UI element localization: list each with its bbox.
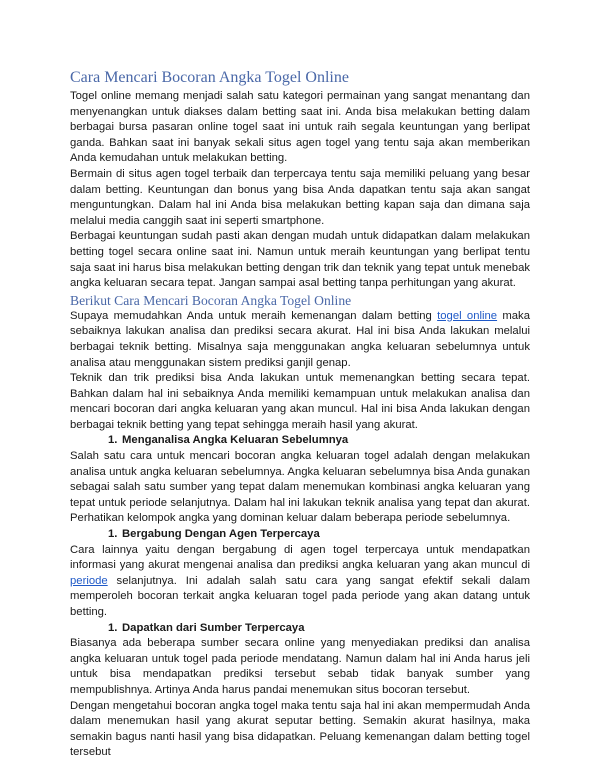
togel-online-link[interactable]: togel online: [437, 309, 498, 322]
periode-link[interactable]: periode: [70, 574, 108, 587]
intro-paragraph-1: Togel online memang menjadi salah satu kategori permainan yang sangat menantang dan menyenangkan untuk diakses dalam betting saat ini. Anda bisa melakukan betting dalam berbagai bursa pasaran online togel saat ini untuk raih segala keuntungan yang berlipat ganda. Bahkan saat ini banyak sekali situs agen togel yang tentu saja akan memberikan Anda kemudahan untuk melakukan betting.: [70, 90, 530, 165]
list-item-3-heading: 1. Dapatkan dari Sumber Terpercaya: [108, 621, 305, 634]
section-heading: Berikut Cara Mencari Bocoran Angka Togel Online: [70, 292, 352, 308]
page-title: Cara Mencari Bocoran Angka Togel Online: [70, 69, 349, 86]
section-paragraph-2: Teknik dan trik prediksi bisa Anda lakukan untuk memenangkan betting secara tepat. Bahkan dalam hal ini sebaiknya Anda memiliki kemampuan untuk melakukan analisa dan mencari bocoran dari angka keluaran yang akan muncul. Hal ini bisa Anda lakukan dengan berbagai teknik betting yang tepat sehingga meraih hasil yang akurat.: [70, 372, 530, 431]
list-item-3-text: Biasanya ada beberapa sumber secara online yang menyediakan prediksi dan analisa angka keluaran untuk togel pada periode mendatang. Namun dalam hal ini Anda harus jeli untuk bisa mendapatkan prediksi tersebut sebab tidak banyak sumber yang mempublishnya. Artinya Anda harus pandai menemukan situs bocoran tersebut.: [70, 637, 530, 696]
list-item-2-heading: 1. Bergabung Dengan Agen Terpercaya: [108, 528, 320, 541]
intro-paragraph-2: Bermain di situs agen togel terbaik dan terpercaya tentu saja memiliki peluang yang besar dalam betting. Keuntungan dan bonus yang bisa Anda dapatkan tentu saja akan sangat menguntungkan. Dalam hal ini Anda bisa melakukan betting kapan saja dan dimana saja melalui media canggih saat ini seperti smartphone.: [70, 167, 530, 227]
closing-paragraph: Dengan mengetahui bocoran angka togel maka tentu saja hal ini akan mempermudah Anda dalam menemukan hasil yang akurat seputar betting. Semakin akurat hasilnya, maka semakin bagus nanti hasil yang bisa didapatkan. Peluang kemenangan dalam betting togel tersebut: [70, 699, 530, 759]
list-item-2-text: Cara lainnya yaitu dengan bergabung di agen togel terpercaya untuk mendapatkan informasi yang akurat mengenai analisa dan prediksi angka keluaran yang akan muncul di periode selanjutnya. Ini adalah salah satu cara yang sangat efektif sekali dalam memperoleh bocoran terkait angka keluaran togel pada periode yang akan datang untuk betting.: [70, 543, 530, 618]
intro-paragraph-3: Berbagai keuntungan sudah pasti akan dengan mudah untuk didapatkan dalam melakukan betting togel secara online saat ini. Namun untuk meraih keuntungan yang berlipat tentu saja saat ini harus bisa melakukan betting dengan trik dan teknik yang tepat untuk menebak angka keluaran secara tepat. Jangan sampai asal betting tanpa perhitungan yang akurat.: [70, 230, 530, 290]
section-paragraph-1: Supaya memudahkan Anda untuk meraih kemenangan dalam betting togel online maka sebaiknya lakukan analisa dan prediksi secara akurat. Hal ini bisa Anda lakukan melalui berbagai teknik betting. Misalnya saja menggunakan angka keluaran sebelumnya untuk analisa atau menggunakan sistem prediksi ganjil genap.: [70, 309, 530, 369]
document-page: [70, 68, 530, 761]
list-item-1-heading: 1. Menganalisa Angka Keluaran Sebelumnya: [108, 434, 349, 447]
list-item-1-text: Salah satu cara untuk mencari bocoran angka keluaran togel adalah dengan melakukan analisa untuk angka keluaran sebelumnya. Angka keluaran sebelumnya bisa Anda gunakan sebagai salah satu sumber yang tepat dalam menemukan kombinasi angka keluaran yang tepat untuk periode selanjutnya. Dalam hal ini lakukan teknik analisa yang tepat dan akurat. Perhatikan kelompok angka yang dominan keluar dalam beberapa periode sebelumnya.: [70, 450, 530, 525]
